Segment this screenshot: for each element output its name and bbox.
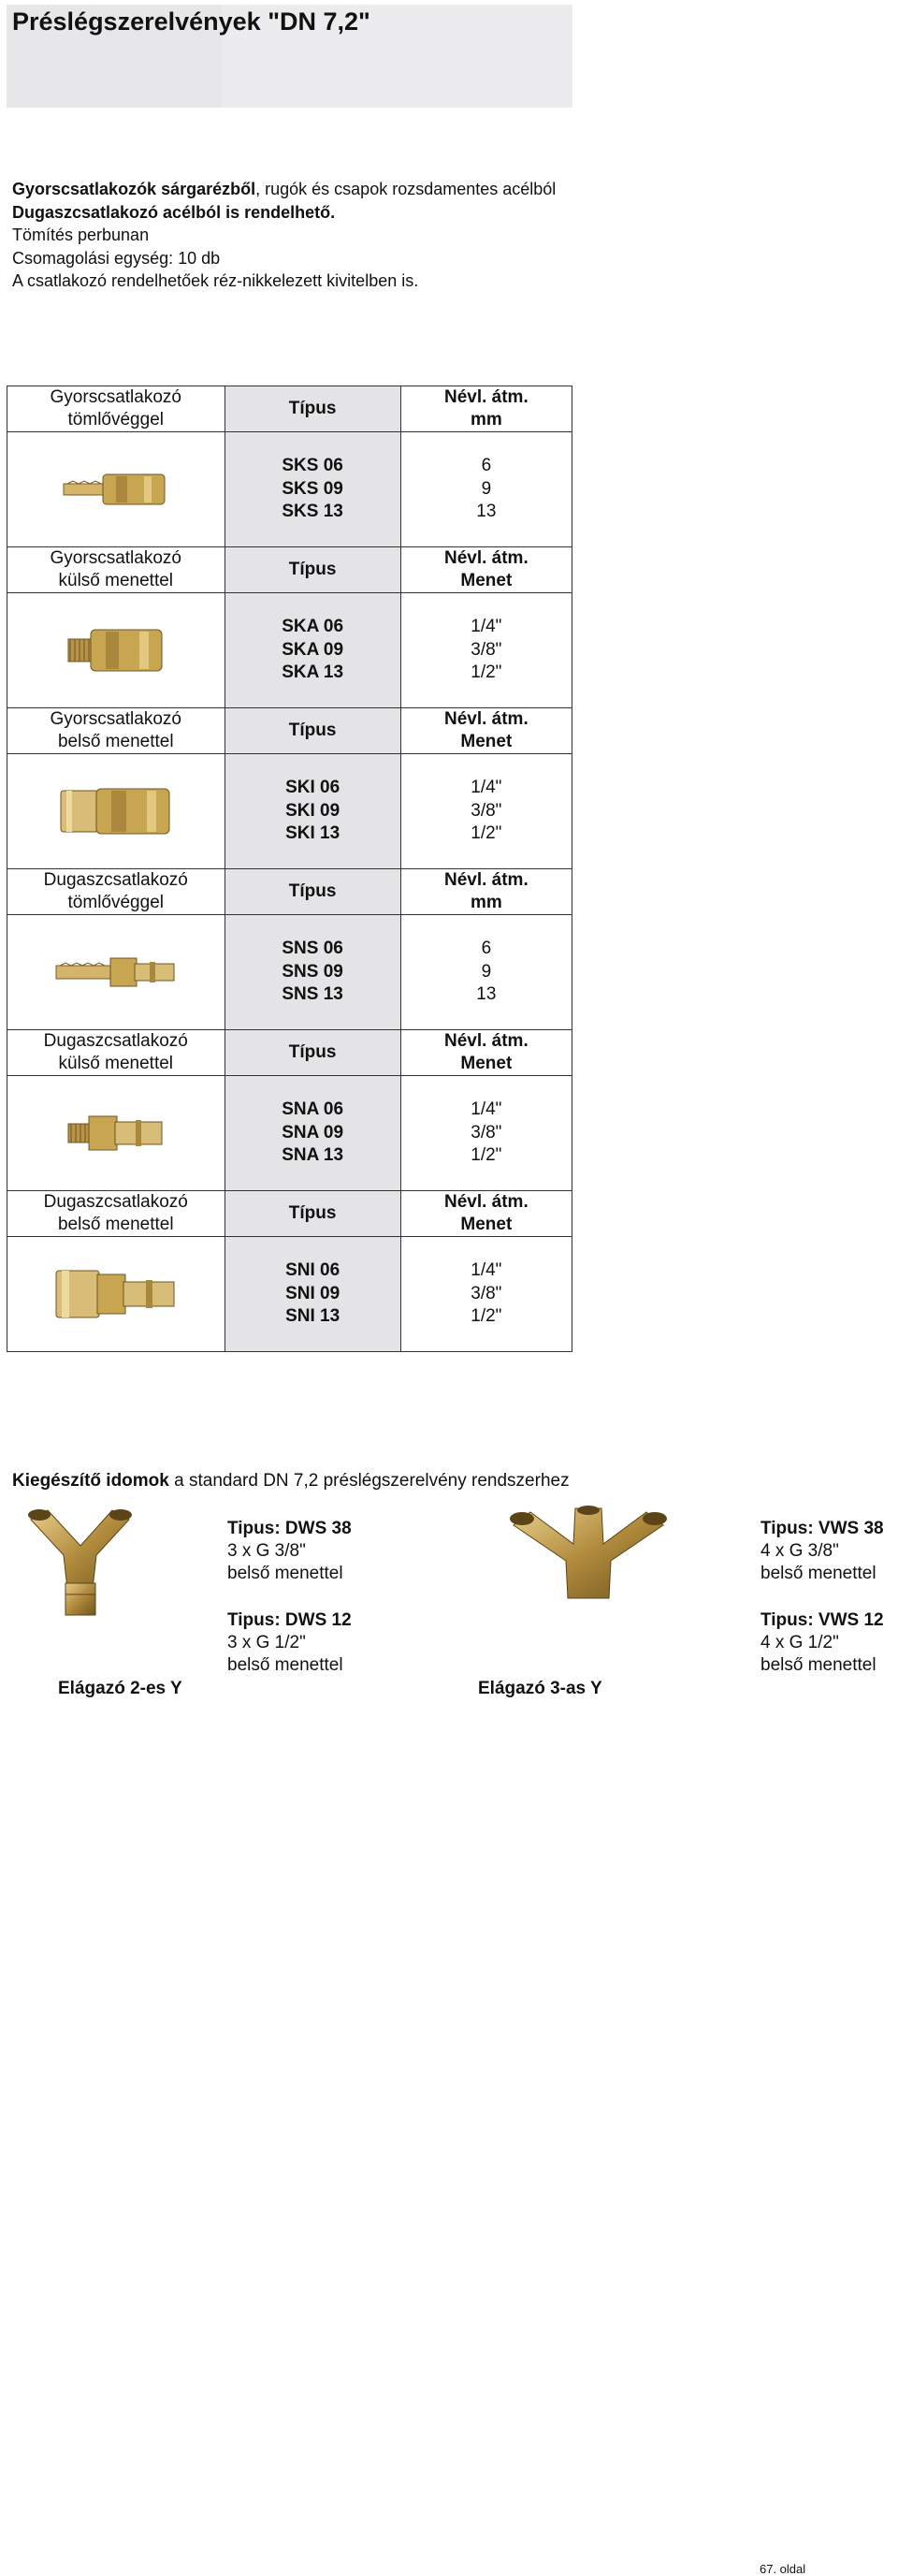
type-code: SNA 13 [282, 1145, 344, 1166]
section-name [7, 869, 225, 915]
size-value: 6 [481, 456, 492, 476]
section-body-row [7, 432, 572, 547]
coupler-male-thread-image [7, 593, 225, 708]
type-code: SKA 13 [282, 662, 344, 683]
size-header [400, 547, 572, 593]
size-header [400, 386, 572, 432]
size-value: 1/4" [471, 1260, 502, 1281]
type-header: Típus [224, 547, 400, 593]
vws38-type: Tipus: VWS 38 [760, 1519, 884, 1538]
intro-text [12, 178, 556, 293]
page-number: 67. oldal [760, 2562, 806, 2576]
type-codes [224, 1237, 400, 1352]
section-header-row [7, 1191, 572, 1237]
size-value: 3/8" [471, 1283, 502, 1303]
type-header: Típus [224, 1191, 400, 1237]
size-header-line1: Névl. átm. [443, 709, 529, 729]
size-value: 1/4" [471, 778, 502, 798]
section-header-row [7, 1030, 572, 1076]
type-code: SKI 13 [285, 823, 340, 844]
section-name-line1: Dugaszcsatlakozó [43, 1031, 188, 1051]
coupler-hose-barb-image [7, 432, 225, 547]
section-name-line1: Dugaszcsatlakozó [43, 1192, 188, 1212]
size-header-line1: Névl. átm. [443, 1192, 529, 1212]
section-body-row [7, 754, 572, 869]
size-values [400, 1237, 572, 1352]
type-code: SNI 06 [285, 1260, 340, 1281]
size-value: 9 [481, 478, 492, 499]
coupler-female-thread-image [7, 754, 225, 869]
dws12-type: Tipus: DWS 12 [227, 1610, 352, 1630]
type-header: Típus [224, 386, 400, 432]
intro-line2: Dugaszcsatlakozó acélból is rendelhető. [12, 202, 336, 222]
vws38-thread: 4 x G 3/8" [760, 1541, 839, 1561]
size-value: 3/8" [471, 800, 502, 821]
section-name-line2: belső menettel [57, 732, 174, 751]
size-header-line1: Névl. átm. [443, 1031, 529, 1051]
section-name [7, 386, 225, 432]
dws38-desc: belső menettel [227, 1564, 343, 1583]
product-table [7, 386, 572, 1352]
intro-line1-bold: Gyorscsatlakozók sárgarézből [12, 180, 256, 198]
section-name [7, 708, 225, 754]
size-header-line2: Menet [460, 1054, 513, 1073]
size-header-line1: Névl. átm. [443, 387, 529, 407]
size-value: 1/2" [471, 823, 502, 844]
accessories-title-rest: a standard DN 7,2 préslégszerelvény rendszerhez [168, 1471, 570, 1491]
size-values [400, 915, 572, 1030]
size-header [400, 869, 572, 915]
size-header-line2: Menet [460, 732, 513, 751]
size-header [400, 1191, 572, 1237]
size-values [400, 754, 572, 869]
size-value: 9 [481, 961, 492, 982]
section-name-line2: külső menettel [58, 1054, 174, 1073]
section-header-row [7, 869, 572, 915]
section-name-line2: belső menettel [57, 1215, 174, 1234]
size-header-line2: Menet [460, 571, 513, 590]
type-codes [224, 593, 400, 708]
accessories-title [12, 1471, 570, 1492]
size-header-line1: Névl. átm. [443, 548, 529, 568]
plug-female-thread-image [7, 1237, 225, 1352]
section-name [7, 547, 225, 593]
size-value: 13 [476, 502, 497, 522]
section-name-line2: tömlővéggel [67, 893, 164, 912]
type-code: SKI 09 [285, 800, 340, 821]
size-value: 6 [481, 939, 492, 959]
size-header-line2: Menet [460, 1215, 513, 1234]
page-title: Préslégszerelvények "DN 7,2" [12, 7, 370, 36]
type-header: Típus [224, 708, 400, 754]
y-branch-3-image [510, 1505, 667, 1606]
vws38-text [760, 1518, 884, 1585]
vws12-desc: belső menettel [760, 1655, 876, 1675]
size-header-line2: mm [470, 410, 502, 429]
size-value: 3/8" [471, 1122, 502, 1142]
size-values [400, 1076, 572, 1191]
type-code: SKA 09 [282, 639, 344, 660]
type-codes [224, 754, 400, 869]
size-value: 1/4" [471, 617, 502, 637]
type-code: SKS 13 [282, 502, 343, 522]
size-values [400, 432, 572, 547]
plug-male-thread-image [7, 1076, 225, 1191]
type-codes [224, 915, 400, 1030]
y3-label: Elágazó 3-as Y [478, 1679, 602, 1698]
dws38-text [227, 1518, 352, 1585]
type-code: SKS 09 [282, 478, 343, 499]
type-code: SKI 06 [285, 778, 340, 798]
section-header-row [7, 708, 572, 754]
size-value: 13 [476, 984, 497, 1005]
size-value: 1/4" [471, 1099, 502, 1120]
section-name [7, 1191, 225, 1237]
size-header [400, 708, 572, 754]
section-name-line1: Gyorscsatlakozó [50, 387, 181, 407]
type-code: SNS 13 [282, 984, 343, 1005]
intro-line3: Tömítés perbunan [12, 226, 150, 244]
size-value: 3/8" [471, 639, 502, 660]
dws12-thread: 3 x G 1/2" [227, 1633, 306, 1652]
intro-line5: A csatlakozó rendelhetőek réz-nikkelezett kivitelben is. [12, 271, 419, 290]
type-code: SNA 09 [282, 1122, 344, 1142]
vws12-thread: 4 x G 1/2" [760, 1633, 839, 1652]
type-code: SNS 06 [282, 939, 343, 959]
size-value: 1/2" [471, 1306, 502, 1327]
dws12-desc: belső menettel [227, 1655, 343, 1675]
type-code: SKS 06 [282, 456, 343, 476]
section-name-line1: Gyorscsatlakozó [50, 709, 181, 729]
section-body-row [7, 593, 572, 708]
vws38-desc: belső menettel [760, 1564, 876, 1583]
section-header-row [7, 547, 572, 593]
section-name [7, 1030, 225, 1076]
size-value: 1/2" [471, 1145, 502, 1166]
section-body-row [7, 915, 572, 1030]
type-codes [224, 432, 400, 547]
type-code: SNI 13 [285, 1306, 340, 1327]
type-code: SKA 06 [282, 617, 344, 637]
type-header: Típus [224, 869, 400, 915]
section-name-line1: Gyorscsatlakozó [50, 548, 181, 568]
intro-line1-rest: , rugók és csapok rozsdamentes acélból [255, 180, 557, 198]
type-codes [224, 1076, 400, 1191]
size-header-line1: Névl. átm. [443, 870, 529, 890]
vws12-type: Tipus: VWS 12 [760, 1610, 884, 1630]
dws12-text [227, 1609, 352, 1677]
plug-hose-barb-image [7, 915, 225, 1030]
size-value: 1/2" [471, 662, 502, 683]
section-name-line2: külső menettel [58, 571, 174, 590]
section-body-row [7, 1237, 572, 1352]
type-header: Típus [224, 1030, 400, 1076]
dws38-type: Tipus: DWS 38 [227, 1519, 352, 1538]
dws38-thread: 3 x G 3/8" [227, 1541, 306, 1561]
section-body-row [7, 1076, 572, 1191]
type-code: SNI 09 [285, 1283, 340, 1303]
size-header [400, 1030, 572, 1076]
section-name-line2: tömlővéggel [67, 410, 164, 429]
size-header-line2: mm [470, 893, 502, 912]
vws12-text [760, 1609, 884, 1677]
y2-label: Elágazó 2-es Y [58, 1679, 182, 1698]
section-header-row [7, 386, 572, 432]
y-branch-2-image [26, 1508, 134, 1619]
size-values [400, 593, 572, 708]
section-name-line1: Dugaszcsatlakozó [43, 870, 188, 890]
type-code: SNA 06 [282, 1099, 344, 1120]
type-code: SNS 09 [282, 961, 343, 982]
accessories-title-bold: Kiegészítő idomok [12, 1471, 169, 1491]
intro-line4: Csomagolási egység: 10 db [12, 248, 221, 268]
